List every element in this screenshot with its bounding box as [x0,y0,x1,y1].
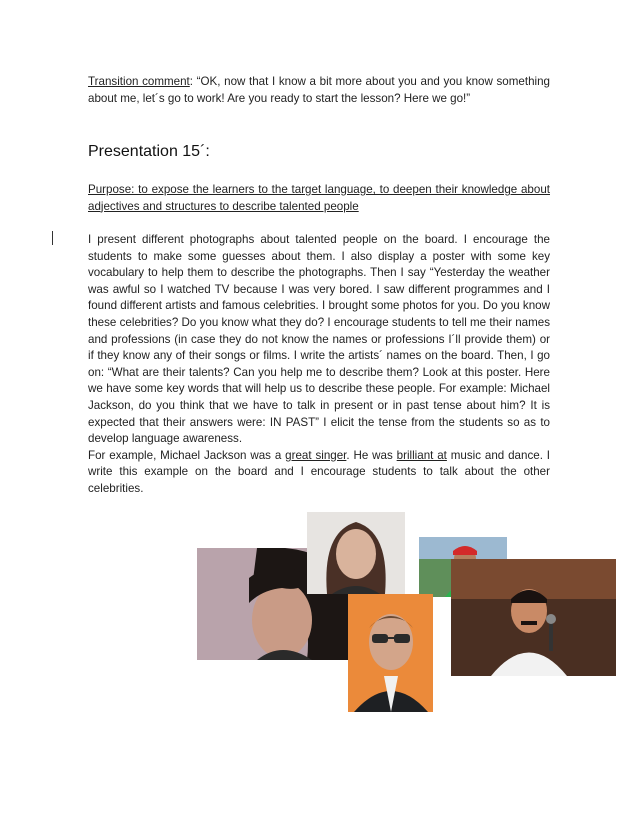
great-singer-phrase: great singer [285,448,347,462]
celebrity-photo-man-glasses [348,594,433,712]
celebrity-photo-woman-brunette [307,512,405,594]
body-example-2: . He was [346,448,397,462]
transition-text: : “OK, now that I know a bit more about you and you know something about me, let´s go to work! Are you ready to start the lesson? Here we go!” [88,75,551,105]
body-main: I present different photographs about talented people on the board. I encourage the students to make some guesses about them. I also display a poster with some key vocabulary to help them to describe the photographs. Then I say “Yesterday the weather was awful so I watched TV because I was very bored. I saw different programmes and I found different artists and famous celebrities. I brought some photos for you. Do you know these celebrities? Do you know what they do? I encourage students to tell me their names and professions (in case they do not know the names or professions I´ll provide them) or if they know any of their songs or films. I write the artists´ names on the board. Then, I go on: “What are their talents? Can you help me to describe them? Look at this poster. Here we have some key words that will help us to describe these people. For example: Michael Jackson, do you think that we have to talk in present or in past tense about him? It is expected that their answers were: IN PAST” I elicit the tense from the students so as to develop language awareness. [88,233,550,446]
change-bar [52,231,53,245]
body-example-1: For example, Michael Jackson was a [88,448,286,462]
body-paragraph [88,232,550,498]
presentation-heading: Presentation 15´: [88,143,210,160]
celebrity-photo-singer-microphone [451,559,616,676]
transition-comment [88,74,550,107]
transition-label: Transition comment [88,75,190,88]
brilliant-at-phrase: brilliant at [396,448,447,462]
body-example-3: music and dance. I write this example on the board and I encourage students to talk about the other celebrities. [88,448,550,495]
purpose-text: Purpose: to expose the learners to the target language, to deepen their knowledge about adjectives and structures to describe talented people [88,183,550,213]
